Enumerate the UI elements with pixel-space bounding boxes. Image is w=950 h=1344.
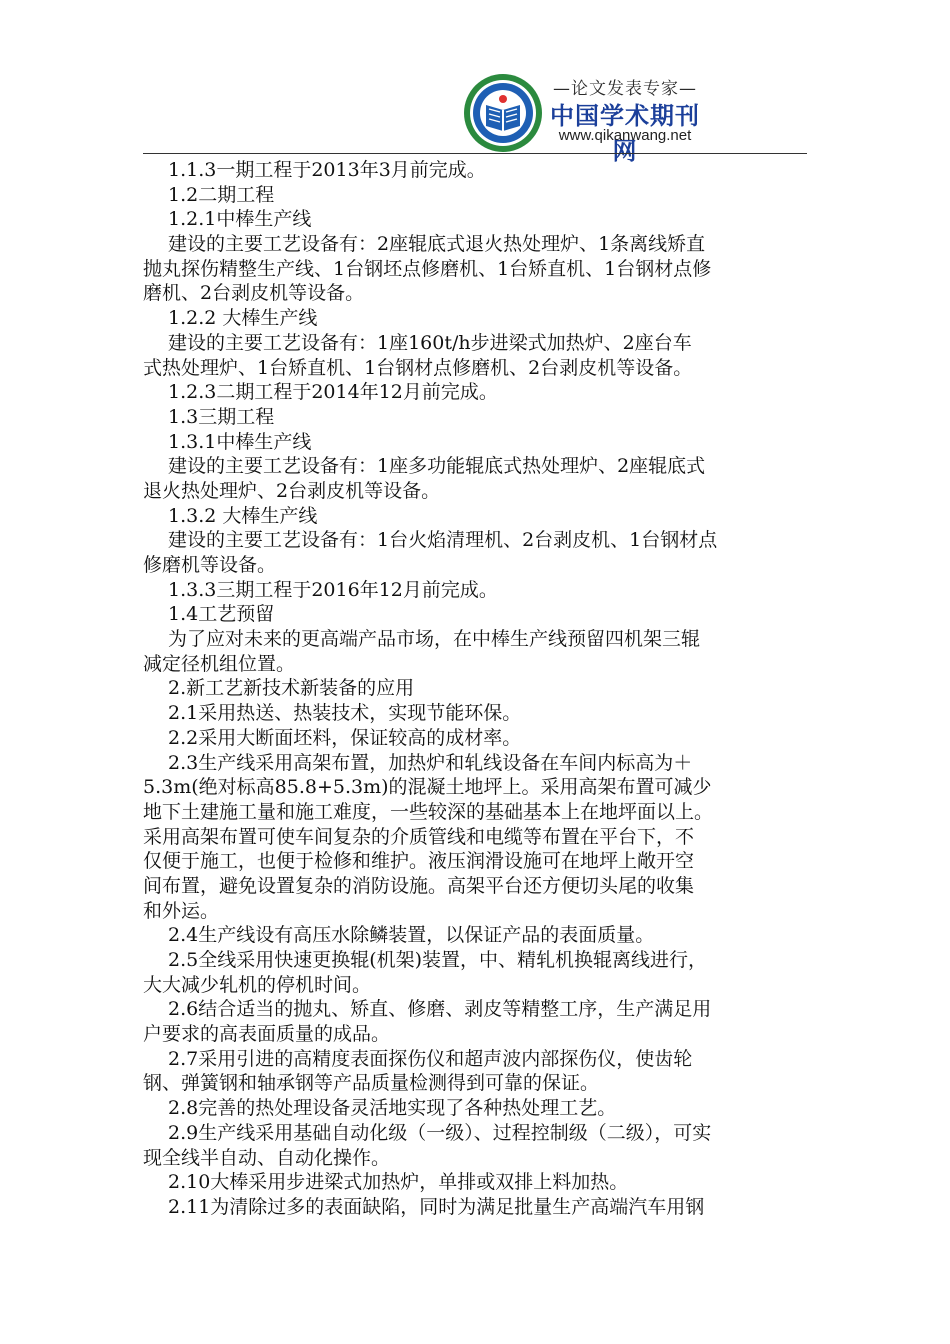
text-line: 1.3三期工程 [168, 405, 275, 428]
text-line: 采用高架布置可使车间复杂的介质管线和电缆等布置在平台下，不 [143, 825, 695, 848]
text-line: 地下土建施工量和施工难度，一些较深的基础基本上在地坪面以上。 [143, 800, 714, 823]
paragraph [143, 1047, 807, 1096]
paragraph [143, 1096, 807, 1121]
paragraph [143, 183, 807, 208]
text-line: 2.8完善的热处理设备灵活地实现了各种热处理工艺。 [168, 1097, 617, 1120]
text-line: 大大减少轧机的停机时间。 [143, 973, 372, 996]
paragraph [143, 232, 807, 306]
paragraph [143, 578, 807, 603]
paragraph [143, 602, 807, 627]
text-line: 建设的主要工艺设备有：1座160t/h步进梁式加热炉、2座台车 [168, 331, 692, 354]
text-line: 5.3m(绝对标高85.8+5.3m)的混凝土地坪上。采用高架布置可减少 [143, 776, 712, 799]
text-line: 2.10大棒采用步进梁式加热炉，单排或双排上料加热。 [168, 1171, 629, 1194]
paragraph [143, 331, 807, 380]
paragraph [143, 380, 807, 405]
paragraph [143, 207, 807, 232]
text-line: 退火热处理炉、2台剥皮机等设备。 [143, 479, 441, 502]
paragraph [143, 751, 807, 924]
text-line: 2.4生产线设有高压水除鳞装置，以保证产品的表面质量。 [168, 924, 655, 947]
paragraph [143, 997, 807, 1046]
paragraph [143, 627, 807, 676]
paragraph [143, 158, 807, 183]
paragraph [143, 405, 807, 430]
logo-wordmark[interactable] [540, 74, 710, 165]
text-line: 仅便于施工，也便于检修和维护。液压润滑设施可在地坪上敞开空 [143, 850, 695, 873]
paragraph [143, 923, 807, 948]
logo-site-name: 中国学术期刊网 [550, 102, 700, 165]
paragraph [143, 676, 807, 701]
paragraph [143, 504, 807, 529]
text-line: 抛丸探伤精整生产线、1台钢坯点修磨机、1台矫直机、1台钢材点修 [143, 257, 712, 280]
logo-seal-icon [462, 72, 544, 154]
text-line: 1.2.3二期工程于2014年12月前完成。 [168, 381, 498, 404]
text-line: 减定径机组位置。 [143, 652, 296, 675]
paragraph [143, 454, 807, 503]
paragraph [143, 1170, 807, 1195]
text-line: 建设的主要工艺设备有：1台火焰清理机、2台剥皮机、1台钢材点 [168, 529, 718, 552]
paragraph [143, 1195, 807, 1220]
text-line: 式热处理炉、1台矫直机、1台钢材点修磨机、2台剥皮机等设备。 [143, 356, 693, 379]
logo-site-url[interactable]: www.qikanwang.net [558, 127, 692, 144]
text-line: 户要求的高表面质量的成品。 [143, 1023, 391, 1046]
text-line: 为了应对未来的更高端产品市场，在中棒生产线预留四机架三辊 [168, 628, 701, 651]
paragraph [143, 701, 807, 726]
paragraph [143, 948, 807, 997]
text-line: 和外运。 [143, 899, 220, 922]
logo-slogan: —论文发表专家— [553, 79, 697, 99]
text-line: 现全线半自动、自动化操作。 [143, 1146, 391, 1169]
text-line: 2.5全线采用快速更换辊(机架)装置，中、精轧机换辊离线进行， [168, 949, 708, 971]
paragraph [143, 306, 807, 331]
paragraph [143, 726, 807, 751]
text-line: 1.4工艺预留 [168, 603, 275, 626]
text-line: 钢、弹簧钢和轴承钢等产品质量检测得到可靠的保证。 [143, 1072, 600, 1095]
paragraph [143, 1121, 807, 1170]
paragraph [143, 528, 807, 577]
text-line: 1.3.3三期工程于2016年12月前完成。 [168, 578, 498, 601]
text-line: 1.2.1中棒生产线 [168, 208, 312, 231]
text-line: 2.2采用大断面坯料，保证较高的成材率。 [168, 726, 522, 749]
text-line: 1.2.2 大棒生产线 [168, 307, 318, 330]
text-line: 2.6结合适当的抛丸、矫直、修磨、剥皮等精整工序，生产满足用 [168, 998, 712, 1021]
text-line: 2.9生产线采用基础自动化级（一级）、过程控制级（二级），可实 [168, 1121, 712, 1144]
text-line: 2.3生产线采用高架布置，加热炉和轧线设备在车间内标高为＋ [168, 751, 693, 774]
text-line: 间布置，避免设置复杂的消防设施。高架平台还方便切头尾的收集 [143, 874, 695, 897]
text-line: 建设的主要工艺设备有：1座多功能辊底式热处理炉、2座辊底式 [168, 455, 706, 478]
text-line: 2.1采用热送、热装技术，实现节能环保。 [168, 702, 522, 725]
document-body [143, 158, 807, 1220]
text-line: 1.2二期工程 [168, 183, 275, 206]
text-line: 2.新工艺新技术新装备的应用 [168, 677, 415, 700]
text-line: 修磨机等设备。 [143, 554, 277, 576]
paragraph [143, 430, 807, 455]
text-line: 1.3.2 大棒生产线 [168, 504, 318, 527]
text-line: 建设的主要工艺设备有：2座辊底式退火热处理炉、1条离线矫直 [168, 233, 706, 256]
text-line: 1.1.3一期工程于2013年3月前完成。 [168, 159, 486, 181]
header-divider [143, 153, 807, 154]
text-line: 2.7采用引进的高精度表面探伤仪和超声波内部探伤仪，使齿轮 [168, 1047, 693, 1070]
text-line: 磨机、2台剥皮机等设备。 [143, 282, 365, 305]
text-line: 1.3.1中棒生产线 [168, 430, 312, 453]
text-line: 2.11为清除过多的表面缺陷，同时为满足批量生产高端汽车用钢 [168, 1195, 705, 1218]
page-header [0, 0, 950, 165]
